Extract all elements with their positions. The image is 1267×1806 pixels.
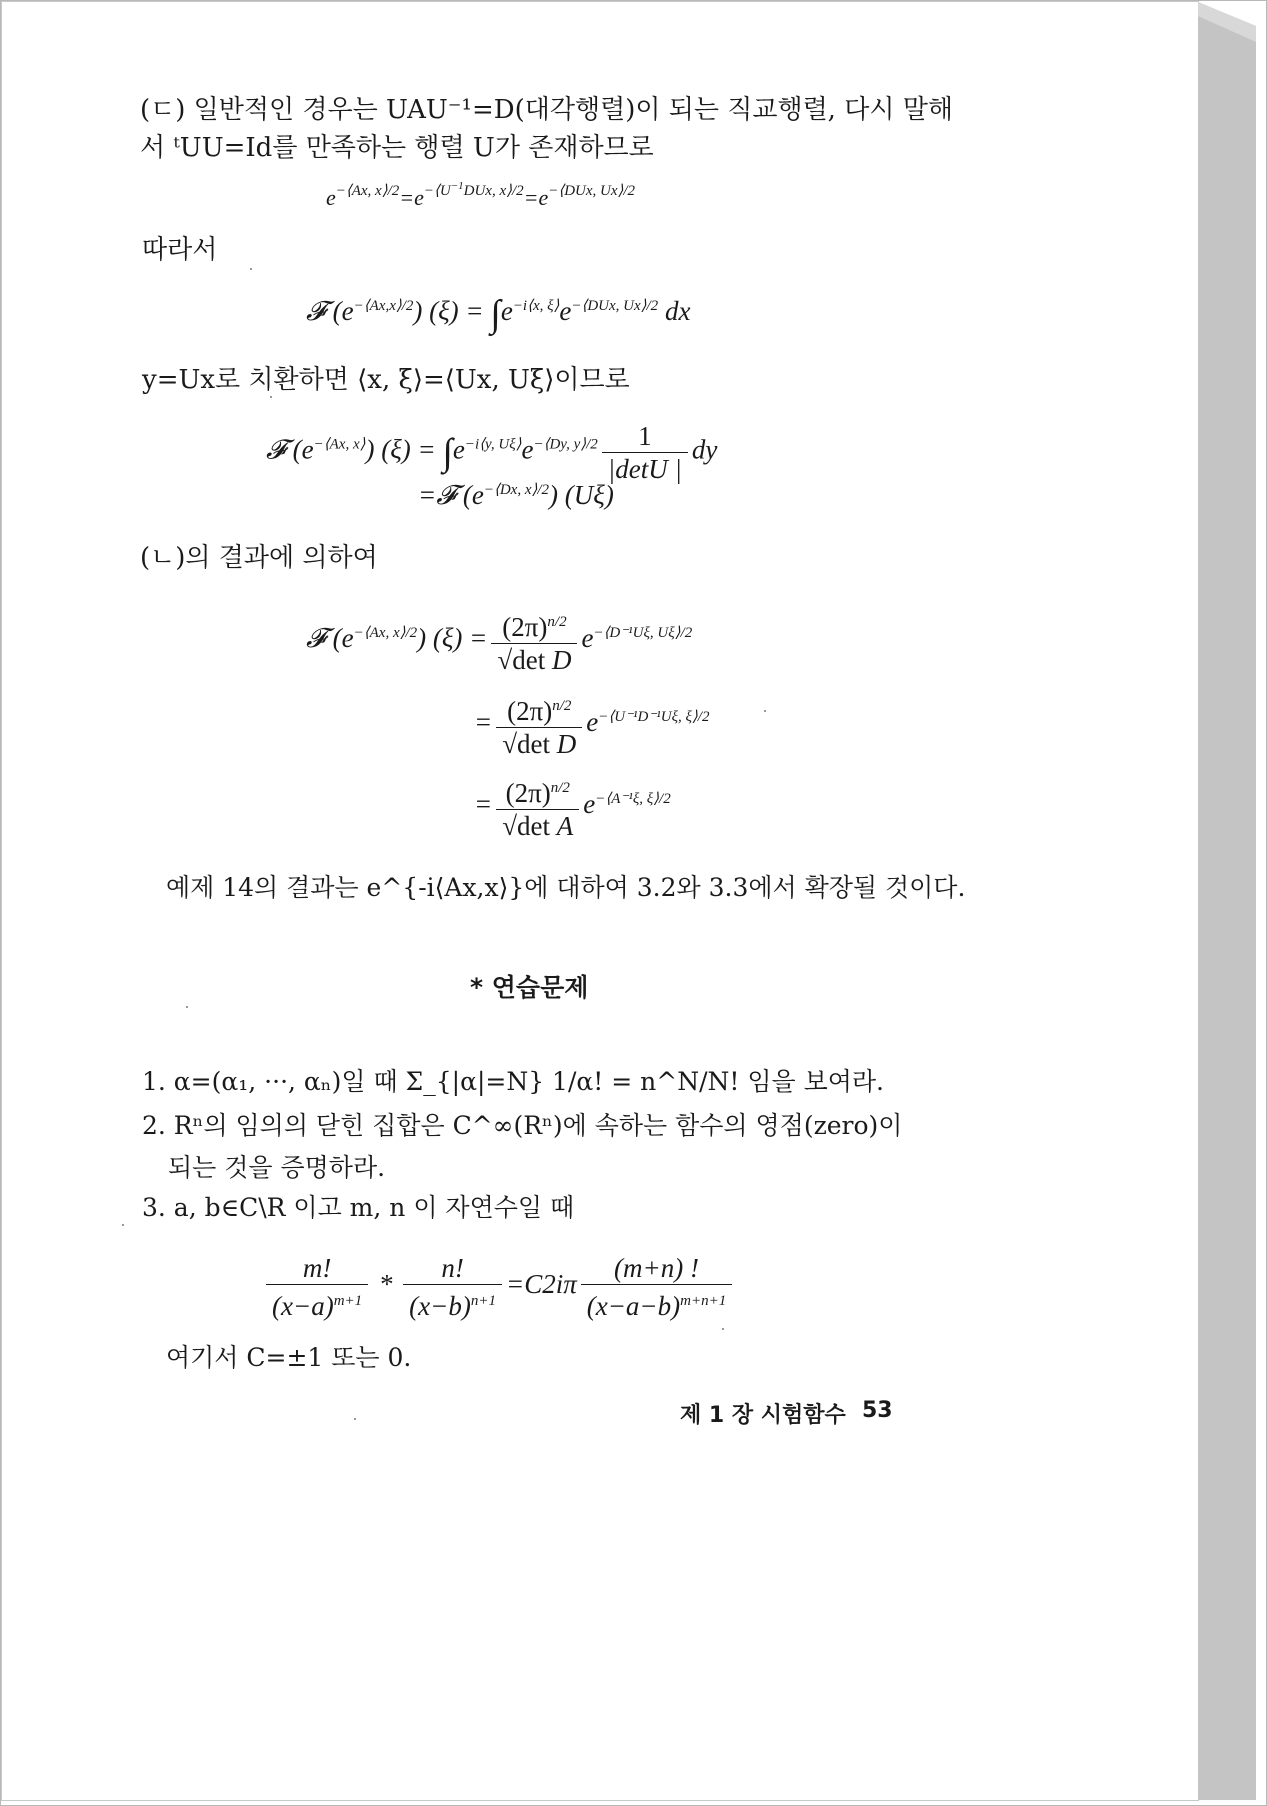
closing-sentence: 예제 14의 결과는 e^{-i⟨Ax,x⟩}에 대하여 3.2와 3.3에서 확장될 것이다. <box>166 873 966 902</box>
footer-page-number: 53 <box>862 1398 893 1423</box>
by-result-line: (ㄴ)의 결과에 의하여 <box>140 543 378 573</box>
exercise-3-where: 여기서 C=±1 또는 0. <box>166 1343 412 1372</box>
equation-4a: 𝓕 $(e^{-⟨Ax, x⟩/2}) (\xi)$ = $\frac{(2\pi)^{n/2}}{\text{√det D}}$ $e^{-⟨D^{-1}U\xi, U\xi⟩/2}$ <box>306 606 692 676</box>
exercise-2-line2: 되는 것을 증명하라. <box>168 1153 386 1182</box>
scan-speck <box>250 268 252 270</box>
equation-2: 𝓕 $(e^{-⟨Ax,x⟩/2}) (\xi) = \int e^{-i⟨x, \xi⟩}e^{-⟨DUx, Ux⟩/2}$ dx <box>306 293 691 335</box>
exercise-3: 3. a, b∈C\R 이고 m, n 이 자연수일 때 <box>142 1193 575 1222</box>
scan-speck <box>764 710 766 712</box>
exercise-1: 1. α=(α₁, ···, αₙ)일 때 Σ_{|α|=N} 1/α! = n^N/N! 임을 보여라. <box>142 1067 884 1096</box>
scan-speck <box>122 1224 124 1226</box>
equation-4b: = $\frac{(2\pi)^{n/2}}{\text{√det D}}$ $e^{-⟨U^{-1}D^{-1}U\xi, \xi⟩/2}$ <box>474 690 709 760</box>
paragraph-c-line2: 서 ᵗUU=Id를 만족하는 행렬 U가 존재하므로 <box>140 133 654 163</box>
equation-4c: = $\frac{(2\pi)^{n/2}}{\text{√det A}}$ $e^{-⟨A^{-1}\xi, \xi⟩/2}$ <box>474 772 671 842</box>
scan-speck <box>722 1328 724 1330</box>
equation-3b: =𝓕 $(e^{-⟨Dx, x⟩/2})$ (Uξ) <box>418 480 614 510</box>
paragraph-c-line1: (ㄷ) 일반적인 경우는 UAU⁻¹=D(대각행렬)이 되는 직교행렬, 다시 말해 <box>140 95 953 125</box>
scan-speck <box>186 1006 188 1008</box>
equation-1: $e^{-⟨Ax, x⟩/2}=e^{-⟨U^{-1}DUx, x⟩/2}=e^{-⟨DUx, Ux⟩/2}$ <box>326 180 636 210</box>
footer-chapter: 제 1 장 시험함수 <box>680 1403 846 1428</box>
substitution-line: y=Ux로 치환하면 ⟨x, ξ⟩=⟨Ux, Uξ⟩이므로 <box>142 365 630 395</box>
therefore-label: 따라서 <box>142 235 218 265</box>
scan-speck <box>270 396 272 398</box>
scan-speck <box>354 1418 356 1420</box>
exercise-3-equation: $\frac{m!}{(x-a)^{m+1}}$ * $\frac{n!}{(x-b)^{n+1}}$ =C2iπ $\frac{(m+n) !}{(x-a-b)^{m+n+1}}$ <box>262 1252 736 1322</box>
exercises-heading: * 연습문제 <box>470 973 589 1002</box>
exercise-2-line1: 2. Rⁿ의 임의의 닫힌 집합은 C^∞(Rⁿ)에 속하는 함수의 영점(zero)이 <box>142 1111 903 1140</box>
book-spine <box>1198 2 1256 1800</box>
equation-3a: 𝓕 $(e^{-⟨Ax, x⟩}) (\xi) = \int e^{-i⟨y, U\xi⟩}e^{-⟨Dy, y⟩/2}$ $\frac{1}{|\det U |}$ dy <box>266 421 718 484</box>
